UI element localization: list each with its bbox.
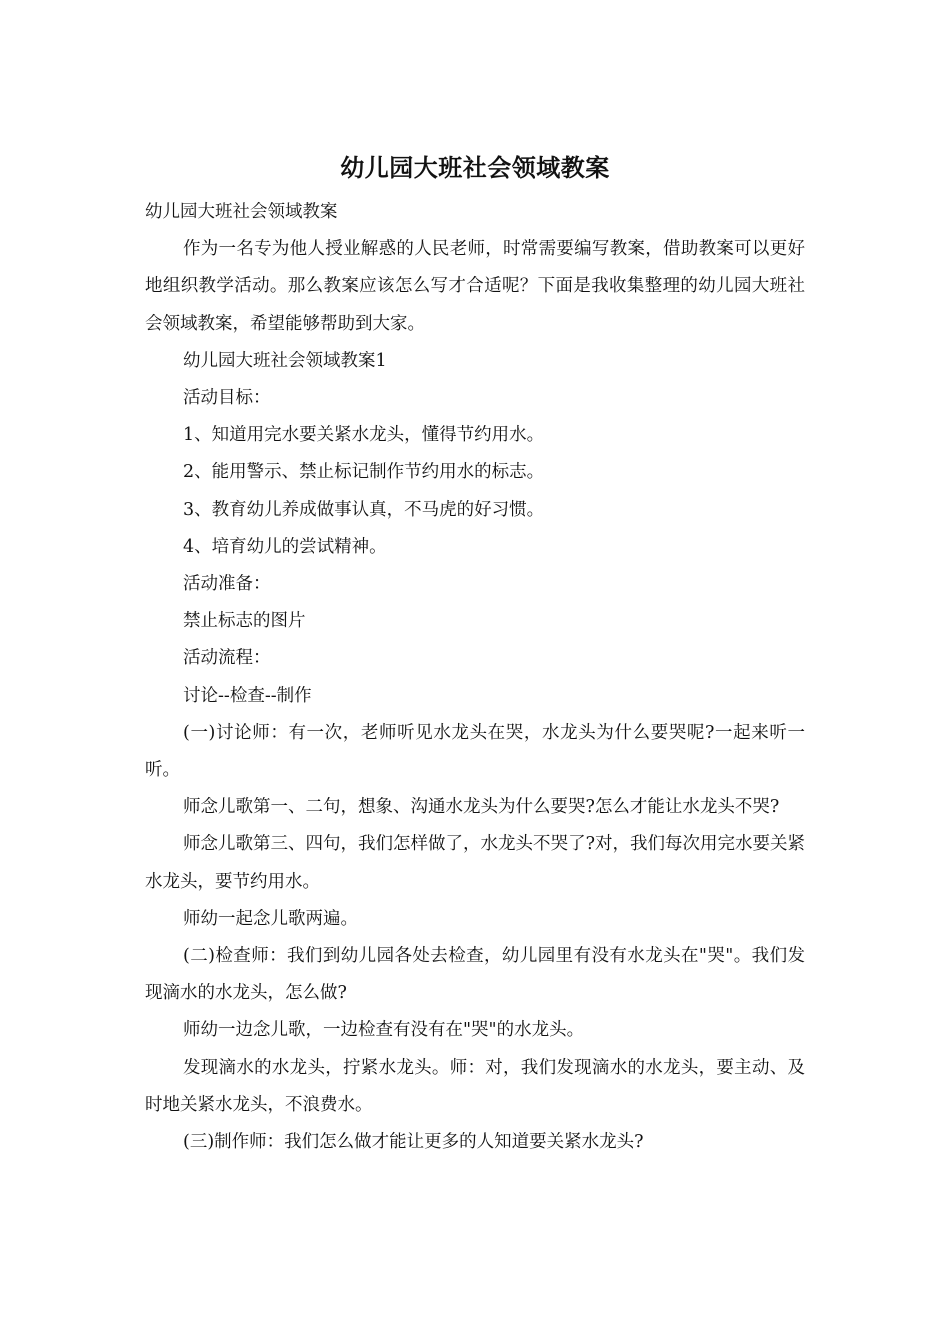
paragraph-flow-steps: 讨论--检查--制作 [183, 685, 312, 706]
paragraph-goals-heading: 活动目标： [183, 388, 271, 409]
paragraph-goal-2: 2、能用警示、禁止标记制作节约用水的标志。 [183, 462, 545, 483]
paragraph-subtitle: 幼儿园大班社会领域教案 [145, 202, 338, 222]
paragraph-step-check: (二)检查师：我们到幼儿园各处去检查，幼儿园里有没有水龙头在"哭"。我们发现滴水的水龙头，怎么做? [145, 946, 805, 1004]
paragraph-section-heading: 幼儿园大班社会领域教案1 [183, 350, 387, 371]
paragraph-check-1: 师幼一边念儿歌，一边检查有没有在"哭"的水龙头。 [183, 1020, 585, 1041]
paragraph-prep-item: 禁止标志的图片 [183, 611, 306, 632]
paragraph-intro: 作为一名专为他人授业解惑的人民老师，时常需要编写教案，借助教案可以更好地组织教学活动。那么教案应该怎么写才合适呢？下面是我收集整理的幼儿园大班社会领域教案，希望能够帮助到大家。 [145, 239, 805, 334]
paragraph-discuss-2: 师念儿歌第三、四句，我们怎样做了，水龙头不哭了?对，我们每次用完水要关紧水龙头，要节约用水。 [145, 834, 805, 892]
paragraph-step-make: (三)制作师：我们怎么做才能让更多的人知道要关紧水龙头? [183, 1132, 644, 1153]
document-body [145, 194, 805, 1161]
document-title: 幼儿园大班社会领域教案 [340, 154, 610, 182]
paragraph-flow-heading: 活动流程： [183, 648, 271, 669]
paragraph-goal-3: 3、教育幼儿养成做事认真，不马虎的好习惯。 [183, 499, 545, 520]
paragraph-discuss-3: 师幼一起念儿歌两遍。 [183, 908, 358, 929]
paragraph-step-discuss: (一)讨论师：有一次，老师听见水龙头在哭，水龙头为什么要哭呢?一起来听一听。 [145, 722, 805, 781]
paragraph-check-2: 发现滴水的水龙头，拧紧水龙头。师：对，我们发现滴水的水龙头，要主动、及时地关紧水龙头，不浪费水。 [145, 1057, 805, 1115]
paragraph-discuss-1: 师念儿歌第一、二句，想象、沟通水龙头为什么要哭?怎么才能让水龙头不哭? [183, 797, 780, 818]
paragraph-goal-4: 4、培育幼儿的尝试精神。 [183, 536, 387, 557]
paragraph-prep-heading: 活动准备： [183, 574, 271, 595]
paragraph-goal-1: 1、知道用完水要关紧水龙头，懂得节约用水。 [183, 425, 545, 446]
